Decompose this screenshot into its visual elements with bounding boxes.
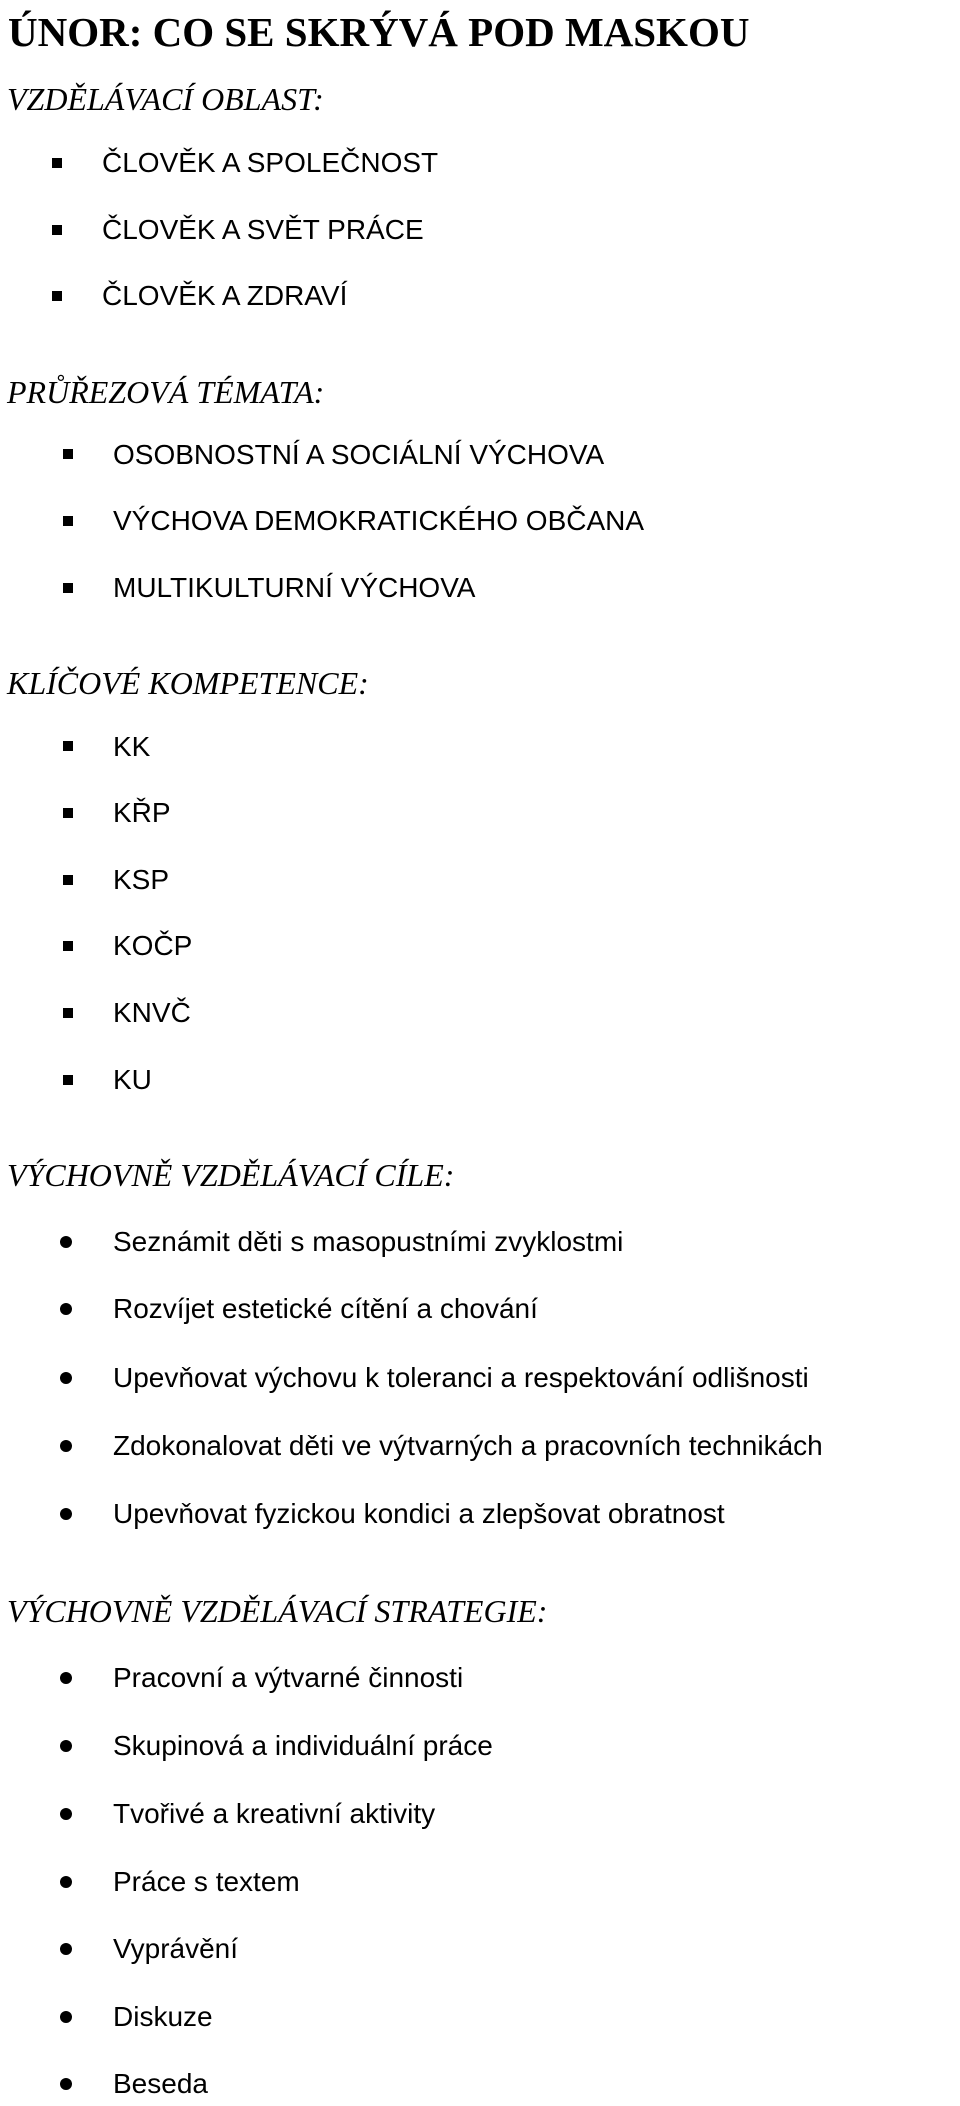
round-bullet-icon bbox=[60, 1236, 72, 1248]
list-item: Seznámit děti s masopustními zvyklostmi bbox=[113, 1226, 624, 1257]
section-heading-cross-curricular-topics: PRŮŘEZOVÁ TÉMATA: bbox=[7, 374, 325, 410]
round-bullet-icon bbox=[60, 1808, 72, 1820]
round-bullet-icon bbox=[60, 1440, 72, 1452]
list-item: Diskuze bbox=[113, 2001, 213, 2032]
list-item: KOČP bbox=[113, 930, 193, 961]
square-bullet-icon bbox=[63, 583, 73, 593]
list-item: ČLOVĚK A SPOLEČNOST bbox=[102, 147, 439, 178]
list-item: KSP bbox=[113, 864, 170, 895]
square-bullet-icon bbox=[63, 741, 73, 751]
list-item: ČLOVĚK A SVĚT PRÁCE bbox=[102, 214, 424, 245]
list-item: Skupinová a individuální práce bbox=[113, 1730, 493, 1761]
list-item: KK bbox=[113, 731, 151, 762]
square-bullet-icon bbox=[63, 808, 73, 818]
list-item: Vyprávění bbox=[113, 1933, 239, 1964]
list-item: Beseda bbox=[113, 2068, 208, 2099]
square-bullet-icon bbox=[63, 1008, 73, 1018]
round-bullet-icon bbox=[60, 2078, 72, 2090]
list-item: KU bbox=[113, 1064, 152, 1095]
round-bullet-icon bbox=[60, 1372, 72, 1384]
square-bullet-icon bbox=[52, 225, 62, 235]
round-bullet-icon bbox=[60, 1508, 72, 1520]
list-item: Rozvíjet estetické cítění a chování bbox=[113, 1293, 538, 1324]
list-item: Upevňovat fyzickou kondici a zlepšovat obratnost bbox=[113, 1498, 725, 1529]
square-bullet-icon bbox=[63, 875, 73, 885]
round-bullet-icon bbox=[60, 2011, 72, 2023]
square-bullet-icon bbox=[52, 158, 62, 168]
square-bullet-icon bbox=[63, 1075, 73, 1085]
round-bullet-icon bbox=[60, 1876, 72, 1888]
list-item: MULTIKULTURNÍ VÝCHOVA bbox=[113, 572, 476, 603]
list-item: Pracovní a výtvarné činnosti bbox=[113, 1662, 464, 1693]
list-item: OSOBNOSTNÍ A SOCIÁLNÍ VÝCHOVA bbox=[113, 439, 605, 470]
section-heading-educational-strategies: VÝCHOVNĚ VZDĚLÁVACÍ STRATEGIE: bbox=[7, 1593, 548, 1629]
round-bullet-icon bbox=[60, 1740, 72, 1752]
document-title: ÚNOR: CO SE SKRÝVÁ POD MASKOU bbox=[8, 9, 750, 55]
list-item: Tvořivé a kreativní aktivity bbox=[113, 1798, 436, 1829]
square-bullet-icon bbox=[63, 516, 73, 526]
list-item: KNVČ bbox=[113, 997, 191, 1028]
list-item: Práce s textem bbox=[113, 1866, 300, 1897]
round-bullet-icon bbox=[60, 1672, 72, 1684]
square-bullet-icon bbox=[63, 941, 73, 951]
section-heading-educational-goals: VÝCHOVNĚ VZDĚLÁVACÍ CÍLE: bbox=[7, 1157, 455, 1193]
list-item: VÝCHOVA DEMOKRATICKÉHO OBČANA bbox=[113, 505, 645, 536]
section-heading-educational-area: VZDĚLÁVACÍ OBLAST: bbox=[7, 81, 324, 117]
section-heading-key-competences: KLÍČOVÉ KOMPETENCE: bbox=[7, 665, 369, 701]
square-bullet-icon bbox=[52, 291, 62, 301]
round-bullet-icon bbox=[60, 1943, 72, 1955]
list-item: Upevňovat výchovu k toleranci a respektování odlišnosti bbox=[113, 1362, 809, 1393]
square-bullet-icon bbox=[63, 449, 73, 459]
list-item: KŘP bbox=[113, 797, 171, 828]
list-item: ČLOVĚK A ZDRAVÍ bbox=[102, 280, 348, 311]
round-bullet-icon bbox=[60, 1303, 72, 1315]
list-item: Zdokonalovat děti ve výtvarných a pracovních technikách bbox=[113, 1430, 823, 1461]
